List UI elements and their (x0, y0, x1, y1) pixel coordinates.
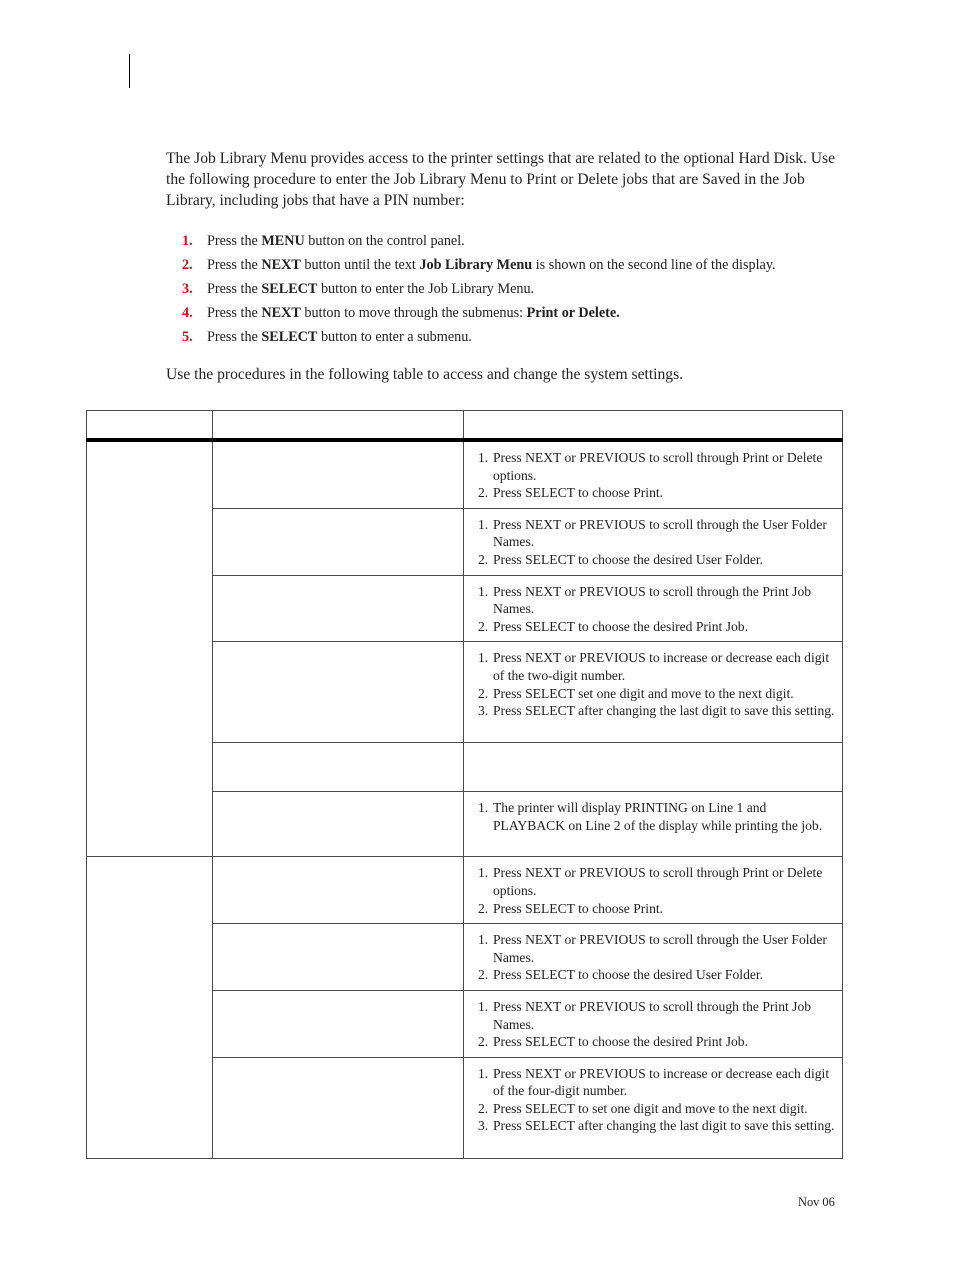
step-text: Press the NEXT button until the text Job Library Menu is shown on the second line of the display. (207, 257, 776, 273)
setting-cell (87, 440, 213, 857)
step-text: Press the NEXT button to move through the submenus: Print or Delete. (207, 305, 620, 321)
step-item (166, 302, 856, 326)
instruction-number: 1. (478, 865, 489, 881)
instructions-cell (464, 1057, 843, 1158)
instructions-cell (464, 575, 843, 642)
setting-cell (87, 857, 213, 1158)
instruction-number: 1. (478, 800, 489, 816)
instruction-number: 2. (478, 485, 489, 501)
step-item (166, 254, 856, 278)
instruction-item (478, 516, 836, 551)
instruction-item (478, 583, 836, 618)
instruction-item (478, 1033, 836, 1051)
instruction-number: 1. (478, 516, 489, 532)
instruction-item (478, 931, 836, 966)
instruction-item (478, 864, 836, 899)
instruction-number: 2. (478, 1100, 489, 1116)
instruction-number: 2. (478, 618, 489, 634)
instruction-number: 3. (478, 1118, 489, 1134)
description-cell (213, 924, 464, 991)
instruction-item (478, 685, 836, 703)
instruction-item (478, 966, 836, 984)
instruction-item (478, 618, 836, 636)
procedures-table (86, 410, 843, 1159)
instructions-cell (464, 642, 843, 743)
description-cell (213, 792, 464, 857)
instructions-cell (464, 508, 843, 575)
instruction-number: 2. (478, 967, 489, 983)
instruction-item (478, 649, 836, 684)
instruction-list (478, 1065, 836, 1135)
instruction-text: Press NEXT or PREVIOUS to increase or decrease each digit of the two-digit number. (493, 650, 830, 683)
description-cell (213, 1057, 464, 1158)
instruction-text: Press SELECT after changing the last digit to save this setting. (493, 1118, 835, 1134)
instruction-text: Press SELECT to choose the desired User Folder. (493, 551, 764, 567)
instruction-number: 1. (478, 998, 489, 1014)
instruction-text: Press NEXT or PREVIOUS to scroll through the Print Job Names. (493, 583, 812, 617)
instruction-text: Press SELECT to choose Print. (493, 485, 664, 501)
instruction-list (478, 799, 836, 834)
instruction-item (478, 449, 836, 484)
table-header-row (87, 411, 843, 441)
step-number: 5. (182, 329, 193, 345)
instruction-item (478, 551, 836, 569)
instruction-number: 2. (478, 551, 489, 567)
instruction-number: 1. (478, 650, 489, 666)
step-number: 3. (182, 281, 193, 297)
step-text: Press the MENU button on the control panel. (207, 233, 465, 249)
instruction-text: Press NEXT or PREVIOUS to scroll through the Print Job Names. (493, 998, 812, 1032)
instruction-item (478, 900, 836, 918)
instruction-list (478, 449, 836, 502)
instruction-number: 1. (478, 583, 489, 599)
instruction-item (478, 1065, 836, 1100)
instruction-item (478, 799, 836, 834)
instruction-list (478, 931, 836, 984)
description-cell (213, 575, 464, 642)
instructions-cell (464, 924, 843, 991)
instruction-list (478, 649, 836, 719)
table-row (87, 440, 843, 508)
instruction-text: Press SELECT to set one digit and move to the next digit. (493, 1100, 808, 1116)
instruction-list (478, 583, 836, 636)
description-cell (213, 990, 464, 1057)
step-item (166, 278, 856, 302)
description-cell (213, 857, 464, 924)
description-cell (213, 508, 464, 575)
step-text: Press the SELECT button to enter a submenu. (207, 329, 472, 345)
step-item (166, 230, 856, 254)
table-body (87, 440, 843, 1158)
page-footer-date: Nov 06 (798, 1195, 835, 1209)
description-cell (213, 743, 464, 792)
table-intro-paragraph: Use the procedures in the following table to access and change the system settings. (166, 366, 684, 383)
instruction-number: 1. (478, 932, 489, 948)
step-number: 4. (182, 305, 193, 321)
instruction-item (478, 702, 836, 720)
instructions-cell (464, 743, 843, 792)
instruction-number: 2. (478, 685, 489, 701)
instructions-cell (464, 792, 843, 857)
instruction-list (478, 998, 836, 1051)
instruction-text: Press SELECT after changing the last digit to save this setting. (493, 703, 835, 719)
instruction-text: Press NEXT or PREVIOUS to scroll through Print or Delete options. (493, 450, 823, 483)
instructions-cell (464, 857, 843, 924)
table-row (87, 857, 843, 924)
header-cell (87, 411, 213, 441)
margin-change-bar (129, 54, 130, 88)
instruction-list (478, 516, 836, 569)
instruction-item (478, 1117, 836, 1135)
instruction-item (478, 484, 836, 502)
instruction-number: 2. (478, 900, 489, 916)
description-cell (213, 642, 464, 743)
instruction-text: The printer will display PRINTING on Line 1 and PLAYBACK on Line 2 of the display while printing the job. (493, 800, 823, 833)
intro-paragraph: The Job Library Menu provides access to the printer settings that are related to the optional Hard Disk. Use the following procedure to enter the Job Library Menu to Print or Delete jobs that are Saved in the Job Library, including jobs that have a PIN number: (166, 150, 836, 209)
instructions-cell (464, 440, 843, 508)
step-item (166, 326, 856, 350)
instruction-text: Press NEXT or PREVIOUS to increase or decrease each digit of the four-digit number. (493, 1065, 830, 1099)
procedure-steps (166, 230, 856, 350)
header-cell (464, 411, 843, 441)
instruction-text: Press SELECT set one digit and move to the next digit. (493, 685, 794, 701)
header-cell (213, 411, 464, 441)
instruction-number: 1. (478, 1065, 489, 1081)
instruction-number: 1. (478, 450, 489, 465)
instruction-item (478, 998, 836, 1033)
instruction-number: 2. (478, 1034, 489, 1050)
step-text: Press the SELECT button to enter the Job Library Menu. (207, 281, 535, 297)
instruction-item (478, 1100, 836, 1118)
instruction-text: Press NEXT or PREVIOUS to scroll through the User Folder Names. (493, 516, 827, 550)
instruction-text: Press NEXT or PREVIOUS to scroll through Print or Delete options. (493, 865, 823, 898)
instruction-text: Press SELECT to choose the desired User Folder. (493, 967, 764, 983)
instruction-number: 3. (478, 703, 489, 719)
instruction-text: Press NEXT or PREVIOUS to scroll through the User Folder Names. (493, 932, 827, 965)
instruction-text: Press SELECT to choose the desired Print Job. (493, 1034, 748, 1050)
description-cell (213, 440, 464, 508)
instruction-text: Press SELECT to choose Print. (493, 900, 664, 916)
step-number: 1. (182, 233, 193, 249)
instruction-list (478, 864, 836, 917)
instruction-text: Press SELECT to choose the desired Print Job. (493, 618, 748, 634)
step-number: 2. (182, 257, 193, 273)
instructions-cell (464, 990, 843, 1057)
